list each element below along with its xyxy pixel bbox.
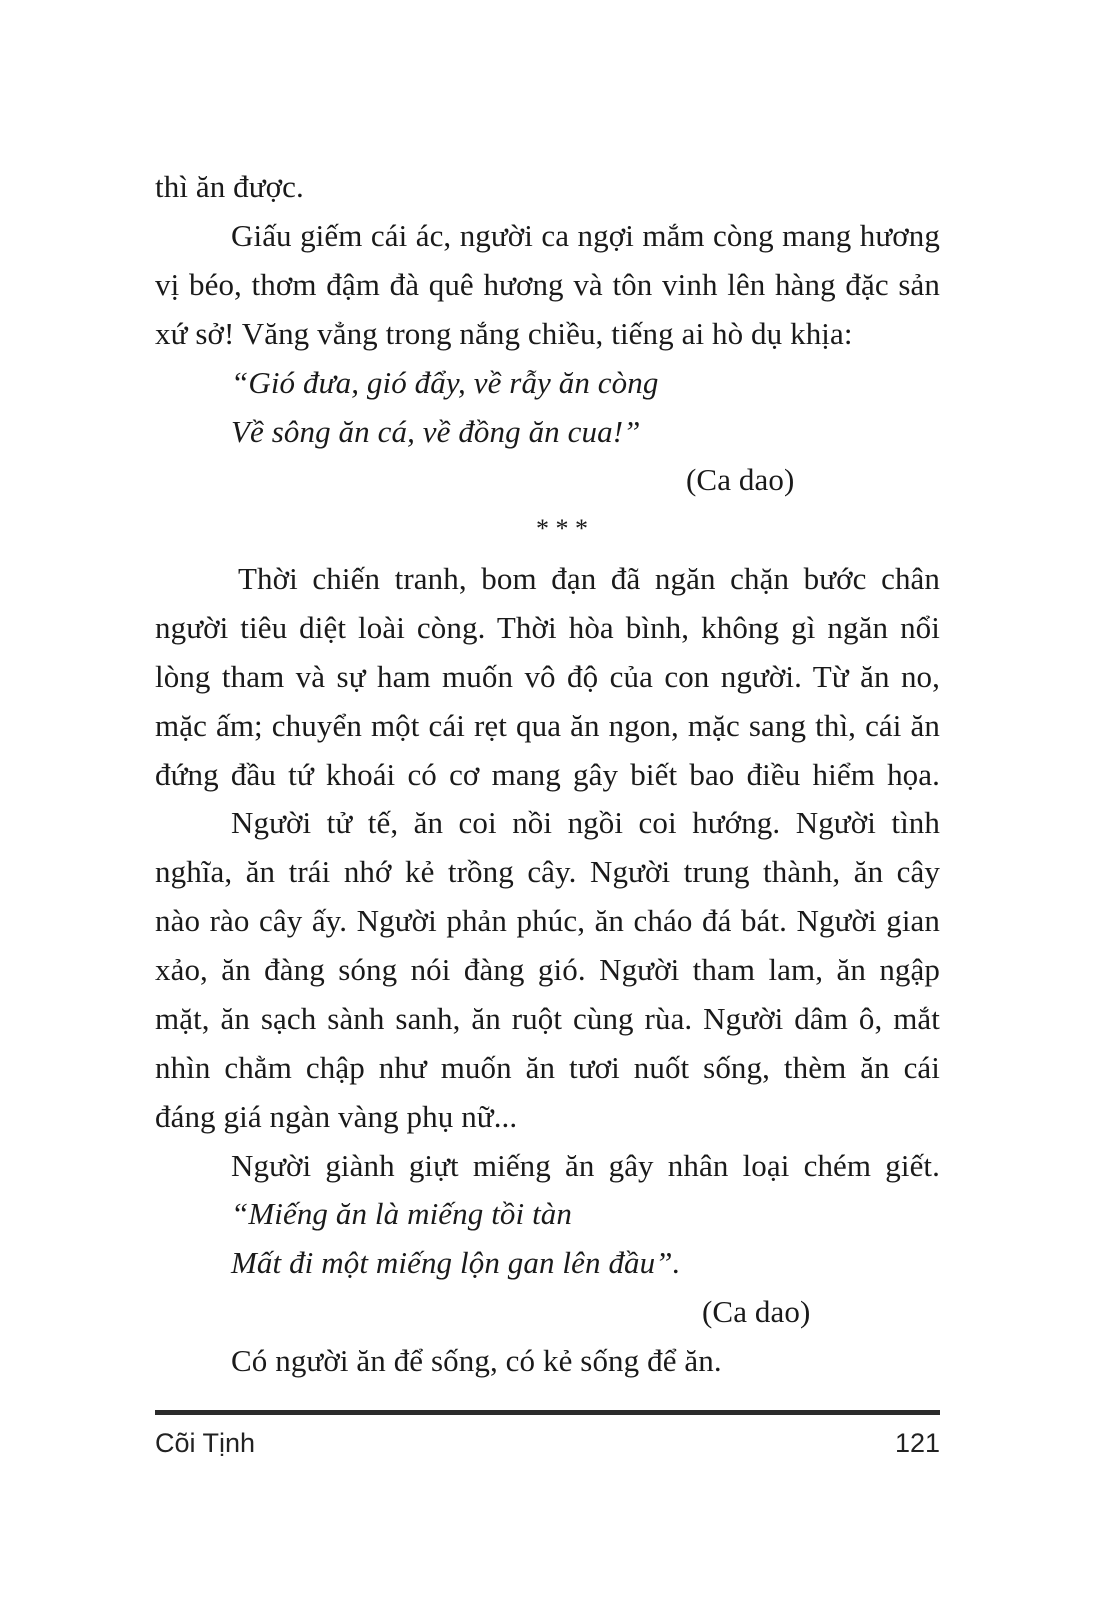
page-number: 121 bbox=[894, 1428, 940, 1458]
book-title: Cõi Tịnh bbox=[155, 1428, 256, 1458]
text-line: Có người ăn để sống, có kẻ sống để ăn. bbox=[231, 1343, 722, 1378]
poem-line: “Miếng ăn là miếng tồi tàn bbox=[231, 1196, 572, 1231]
text-line: đáng giá ngàn vàng phụ nữ... bbox=[155, 1099, 518, 1134]
text-line: nào rào cây ấy. Người phản phúc, ăn cháo đá bát. Người gian bbox=[155, 903, 940, 938]
text-line: nhìn chằm chập như muốn ăn tươi nuốt sống, thèm ăn cái bbox=[155, 1050, 940, 1085]
poem-line: Về sông ăn cá, về đồng ăn cua!” bbox=[231, 414, 641, 449]
text-line: Người giành giựt miếng ăn gây nhân loại chém giết. bbox=[231, 1148, 940, 1183]
source-citation: (Ca dao) bbox=[686, 462, 795, 497]
text-line: vị béo, thơm đậm đà quê hương và tôn vinh lên hàng đặc sản bbox=[155, 267, 940, 302]
text-line: Giấu giếm cái ác, người ca ngợi mắm còng mang hương bbox=[231, 218, 940, 253]
text-line: xảo, ăn đàng sóng nói đàng gió. Người tham lam, ăn ngập bbox=[155, 952, 940, 987]
text-line: đứng đầu tứ khoái có cơ mang gây biết bao điều hiểm họa. bbox=[155, 757, 940, 792]
source-citation: (Ca dao) bbox=[702, 1294, 811, 1329]
text-line: mặt, ăn sạch sành sanh, ăn ruột cùng rùa. Người dâm ô, mắt bbox=[155, 1001, 940, 1036]
text-line: lòng tham và sự ham muốn vô độ của con người. Từ ăn no, bbox=[155, 659, 940, 694]
text-line: nghĩa, ăn trái nhớ kẻ trồng cây. Người trung thành, ăn cây bbox=[155, 854, 940, 889]
poem-line: Mất đi một miếng lộn gan lên đầu”. bbox=[231, 1245, 681, 1280]
section-divider: * * * bbox=[536, 514, 588, 543]
footer-rule bbox=[155, 1410, 940, 1415]
text-line: thì ăn được. bbox=[155, 169, 304, 204]
text-line: mặc ấm; chuyển một cái rẹt qua ăn ngon, mặc sang thì, cái ăn bbox=[155, 708, 940, 743]
text-line: Thời chiến tranh, bom đạn đã ngăn chặn bước chân bbox=[238, 561, 940, 596]
poem-line: “Gió đưa, gió đẩy, về rẫy ăn còng bbox=[231, 365, 659, 400]
text-line: người tiêu diệt loài còng. Thời hòa bình, không gì ngăn nổi bbox=[155, 610, 940, 645]
text-line: xứ sở! Văng vẳng trong nắng chiều, tiếng ai hò dụ khịa: bbox=[155, 316, 853, 351]
text-line: Người tử tế, ăn coi nồi ngồi coi hướng. Người tình bbox=[231, 805, 940, 840]
